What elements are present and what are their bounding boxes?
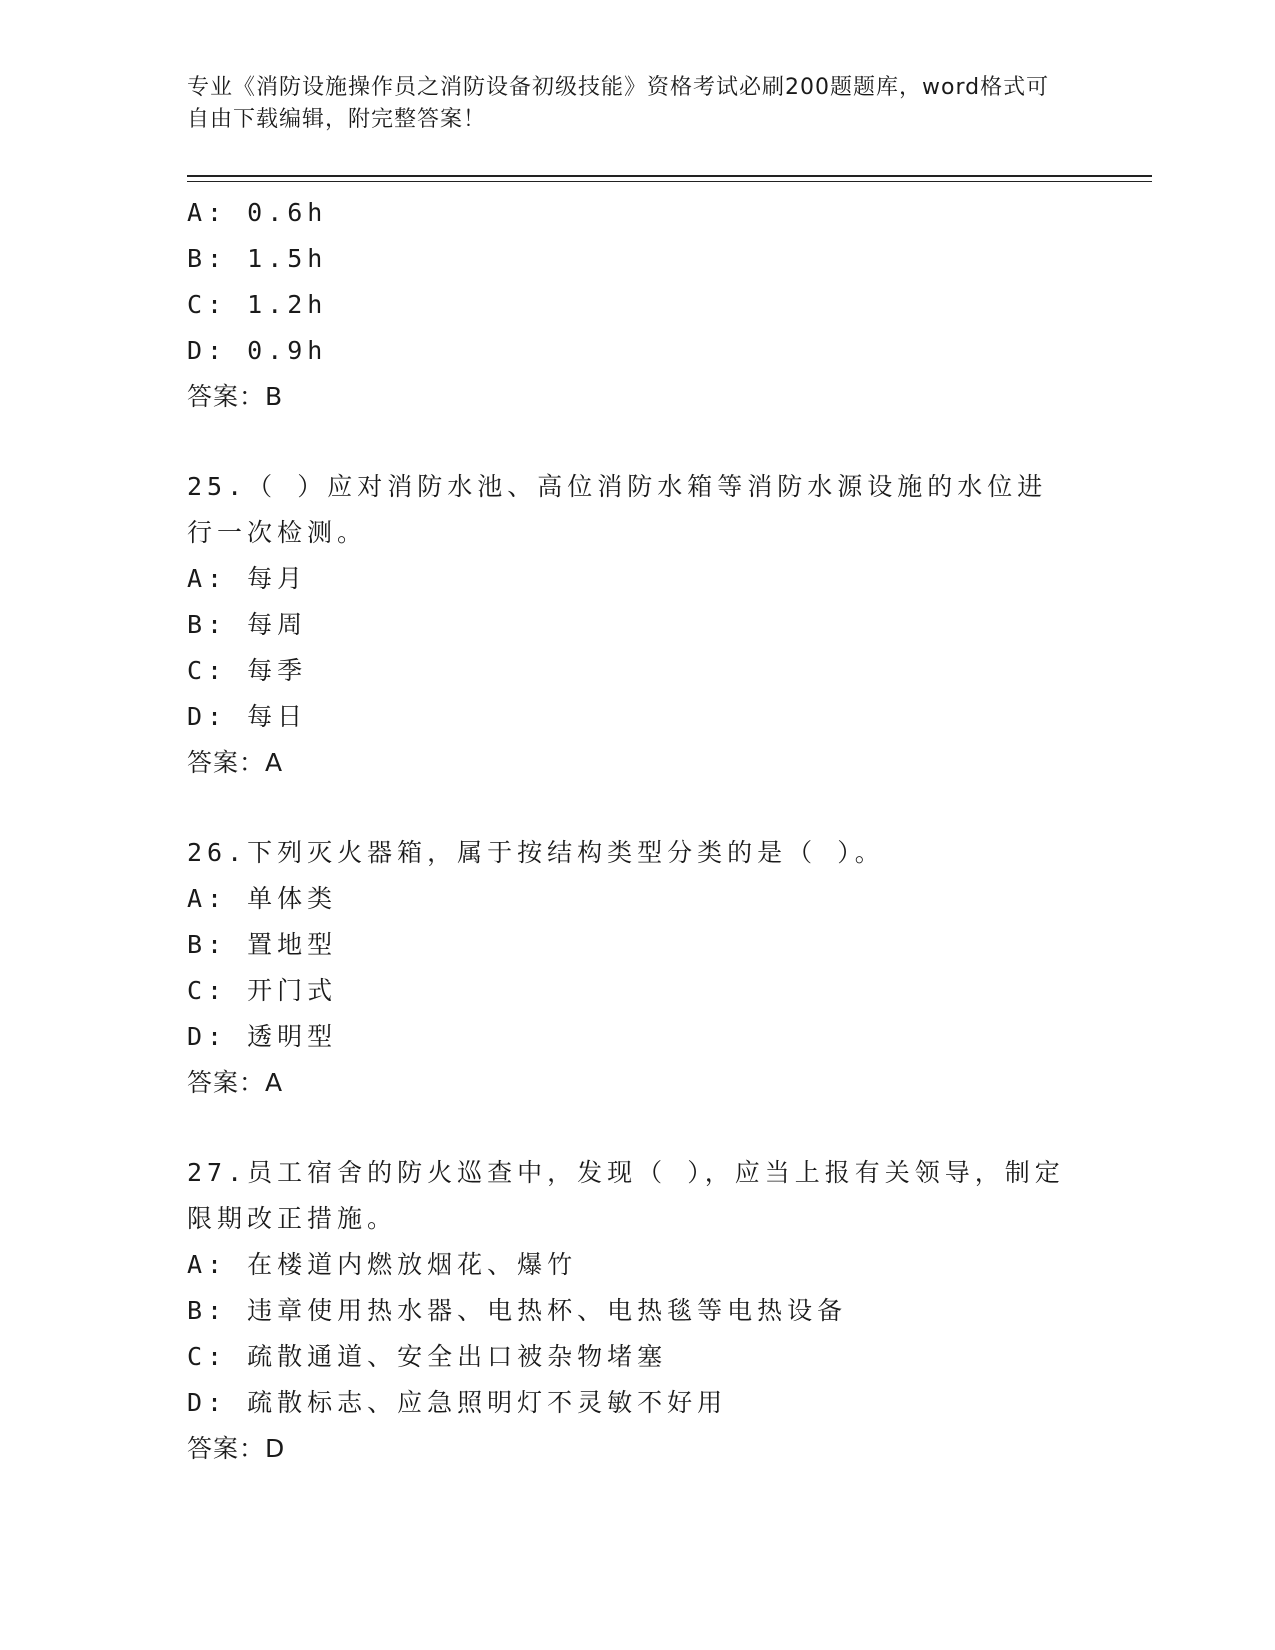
option-a: A: 每月 xyxy=(187,564,308,593)
option-c: C: 开门式 xyxy=(187,976,338,1005)
answer-label: 答案：A xyxy=(187,1068,284,1097)
header-rule-thick xyxy=(187,175,1152,177)
option-a: A: 在楼道内燃放烟花、爆竹 xyxy=(187,1250,578,1279)
option-c: C: 1.2h xyxy=(187,290,328,319)
option-d: D: 0.9h xyxy=(187,336,328,365)
question-25 xyxy=(187,464,1087,786)
option-b: B: 置地型 xyxy=(187,930,338,959)
option-b: B: 每周 xyxy=(187,610,308,639)
document-header: 专业《消防设施操作员之消防设备初级技能》资格考试必刷200题题库，word格式可自由下载编辑，附完整答案！ xyxy=(187,75,1050,132)
option-d: D: 每日 xyxy=(187,702,308,731)
header-rule-thin xyxy=(187,181,1152,182)
option-b: B: 1.5h xyxy=(187,244,328,273)
option-c: C: 每季 xyxy=(187,656,308,685)
question-list xyxy=(187,190,1087,1472)
answer-label: 答案：B xyxy=(187,382,284,411)
question-27 xyxy=(187,1150,1087,1472)
option-d: D: 透明型 xyxy=(187,1022,338,1051)
answer-label: 答案：A xyxy=(187,748,284,777)
question-stem: 27.员工宿舍的防火巡查中，发现（ ），应当上报有关领导，制定限期改正措施。 xyxy=(187,1158,1065,1233)
option-a: A: 单体类 xyxy=(187,884,338,913)
question-stem: 25.（ ）应对消防水池、高位消防水箱等消防水源设施的水位进行一次检测。 xyxy=(187,472,1048,547)
question-24 xyxy=(187,190,1087,420)
question-26 xyxy=(187,830,1087,1106)
question-stem: 26.下列灭火器箱，属于按结构类型分类的是（ ）。 xyxy=(187,838,885,867)
option-d: D: 疏散标志、应急照明灯不灵敏不好用 xyxy=(187,1388,728,1417)
option-c: C: 疏散通道、安全出口被杂物堵塞 xyxy=(187,1342,668,1371)
option-a: A: 0.6h xyxy=(187,198,328,227)
answer-label: 答案：D xyxy=(187,1434,286,1463)
option-b: B: 违章使用热水器、电热杯、电热毯等电热设备 xyxy=(187,1296,848,1325)
